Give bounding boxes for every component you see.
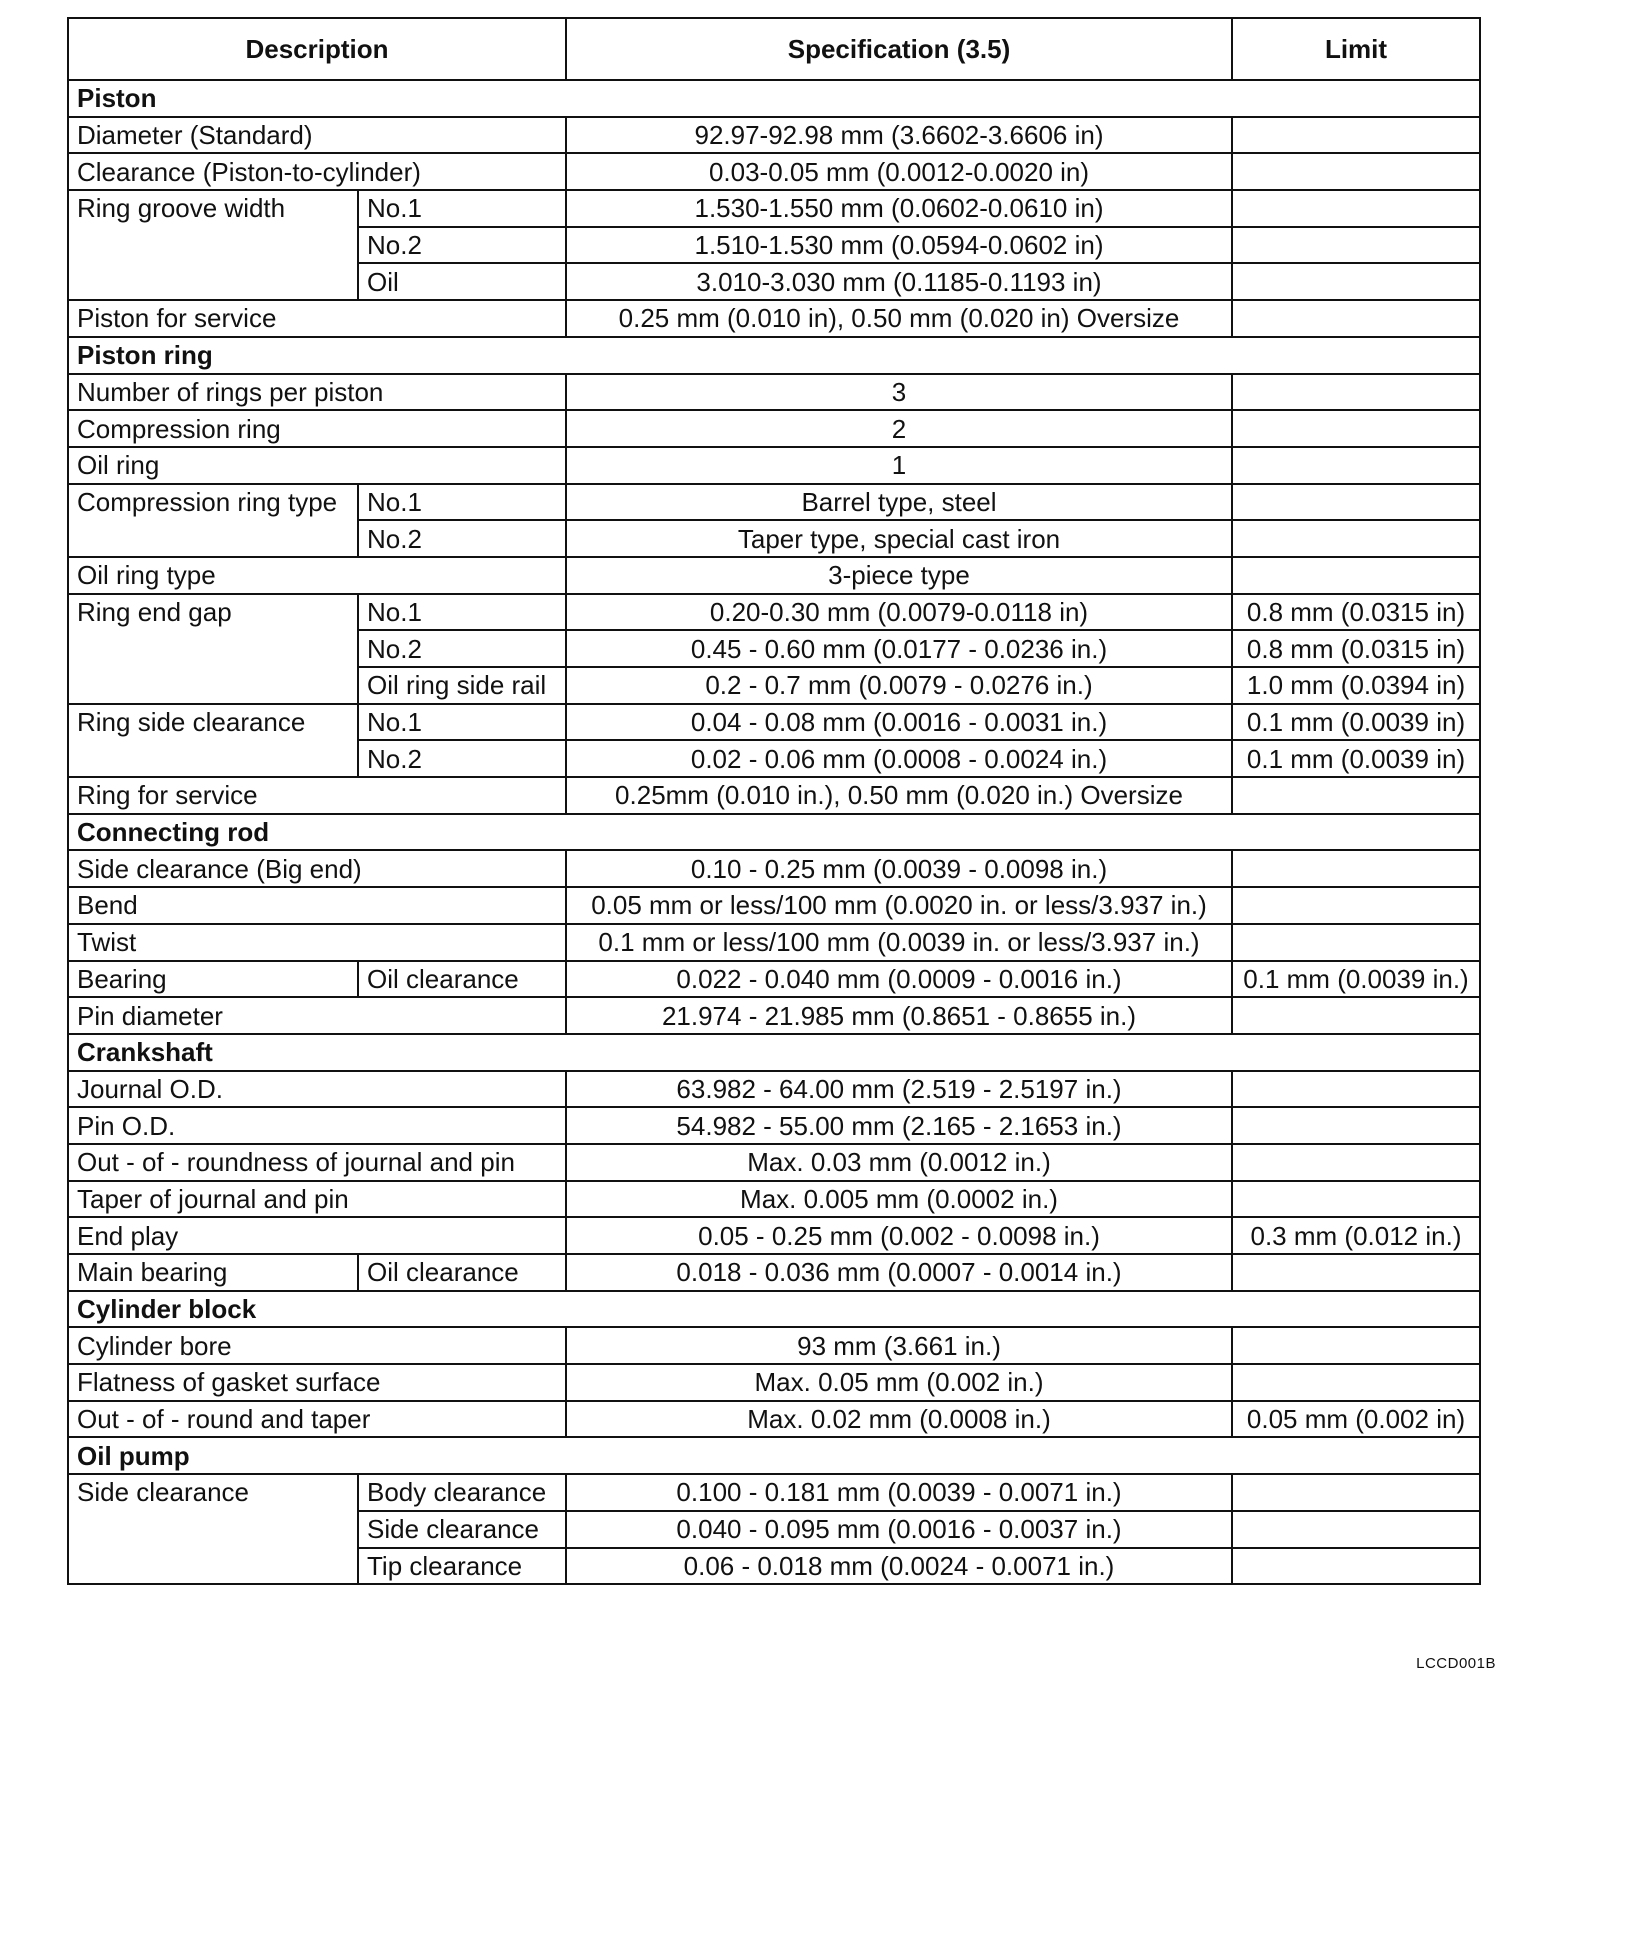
table-row <box>68 410 1480 447</box>
row-spec: 0.040 - 0.095 mm (0.0016 - 0.0037 in.) <box>566 1511 1232 1548</box>
row-label: Ring side clearance <box>68 704 358 777</box>
row-limit <box>1232 410 1480 447</box>
section-row <box>68 1437 1480 1474</box>
row-label: Ring end gap <box>68 594 358 704</box>
row-spec: Barrel type, steel <box>566 484 1232 521</box>
row-sublabel: No.2 <box>358 227 566 264</box>
table-row <box>68 1254 1480 1291</box>
row-spec: 0.02 - 0.06 mm (0.0008 - 0.0024 in.) <box>566 740 1232 777</box>
row-limit <box>1232 1144 1480 1181</box>
section-connecting-rod: Connecting rod <box>68 814 1480 851</box>
row-spec: 0.05 mm or less/100 mm (0.0020 in. or less/3.937 in.) <box>566 887 1232 924</box>
row-sublabel: Oil ring side rail <box>358 667 566 704</box>
row-sublabel: No.1 <box>358 190 566 227</box>
row-sublabel: Tip clearance <box>358 1548 566 1585</box>
table-row <box>68 1071 1480 1108</box>
row-spec: 0.2 - 0.7 mm (0.0079 - 0.0276 in.) <box>566 667 1232 704</box>
row-label: Number of rings per piston <box>68 374 566 411</box>
row-label: Flatness of gasket surface <box>68 1364 566 1401</box>
section-cylinder-block: Cylinder block <box>68 1291 1480 1328</box>
row-sublabel: No.1 <box>358 484 566 521</box>
row-label: Compression ring type <box>68 484 358 557</box>
row-spec: 3 <box>566 374 1232 411</box>
table-row <box>68 117 1480 154</box>
table-row <box>68 924 1480 961</box>
row-label: Piston for service <box>68 300 566 337</box>
table-row <box>68 1327 1480 1364</box>
row-sublabel: Oil <box>358 263 566 300</box>
section-oil-pump: Oil pump <box>68 1437 1480 1474</box>
row-label: Compression ring <box>68 410 566 447</box>
row-spec: 2 <box>566 410 1232 447</box>
table-row <box>68 850 1480 887</box>
table-row <box>68 1217 1480 1254</box>
row-label: Side clearance (Big end) <box>68 850 566 887</box>
section-row <box>68 1291 1480 1328</box>
row-spec: Taper type, special cast iron <box>566 520 1232 557</box>
row-spec: 92.97-92.98 mm (3.6602-3.6606 in) <box>566 117 1232 154</box>
section-row <box>68 337 1480 374</box>
row-limit <box>1232 484 1480 521</box>
row-label: Clearance (Piston-to-cylinder) <box>68 153 566 190</box>
row-spec: 0.018 - 0.036 mm (0.0007 - 0.0014 in.) <box>566 1254 1232 1291</box>
table-row <box>68 374 1480 411</box>
row-spec: 0.1 mm or less/100 mm (0.0039 in. or less/3.937 in.) <box>566 924 1232 961</box>
row-label: Cylinder bore <box>68 1327 566 1364</box>
table-row <box>68 887 1480 924</box>
table-row <box>68 1364 1480 1401</box>
row-label: Twist <box>68 924 566 961</box>
section-row <box>68 814 1480 851</box>
table-row <box>68 1401 1480 1438</box>
table-row <box>68 997 1480 1034</box>
section-piston-ring: Piston ring <box>68 337 1480 374</box>
row-limit <box>1232 300 1480 337</box>
specification-table <box>67 17 1481 1585</box>
row-label: Oil ring <box>68 447 566 484</box>
table-row <box>68 300 1480 337</box>
row-limit: 1.0 mm (0.0394 in) <box>1232 667 1480 704</box>
figure-code: LCCD001B <box>1416 1655 1496 1672</box>
row-limit <box>1232 997 1480 1034</box>
row-limit <box>1232 887 1480 924</box>
row-label: Side clearance <box>68 1474 358 1584</box>
row-limit: 0.3 mm (0.012 in.) <box>1232 1217 1480 1254</box>
row-limit <box>1232 924 1480 961</box>
row-spec: Max. 0.02 mm (0.0008 in.) <box>566 1401 1232 1438</box>
row-spec: 3.010-3.030 mm (0.1185-0.1193 in) <box>566 263 1232 300</box>
row-label: Pin O.D. <box>68 1107 566 1144</box>
table-row <box>68 447 1480 484</box>
row-label: Bend <box>68 887 566 924</box>
header-limit: Limit <box>1232 18 1480 80</box>
table-row <box>68 777 1480 814</box>
table-row <box>68 961 1480 998</box>
row-sublabel: No.1 <box>358 594 566 631</box>
row-label: Ring for service <box>68 777 566 814</box>
row-spec: 0.04 - 0.08 mm (0.0016 - 0.0031 in.) <box>566 704 1232 741</box>
table-row <box>68 1107 1480 1144</box>
row-label: Main bearing <box>68 1254 358 1291</box>
row-spec: 21.974 - 21.985 mm (0.8651 - 0.8655 in.) <box>566 997 1232 1034</box>
row-spec: 0.25mm (0.010 in.), 0.50 mm (0.020 in.) Oversize <box>566 777 1232 814</box>
row-spec: 63.982 - 64.00 mm (2.519 - 2.5197 in.) <box>566 1071 1232 1108</box>
row-spec: Max. 0.005 mm (0.0002 in.) <box>566 1181 1232 1218</box>
row-limit <box>1232 447 1480 484</box>
row-limit <box>1232 227 1480 264</box>
row-spec: 0.022 - 0.040 mm (0.0009 - 0.0016 in.) <box>566 961 1232 998</box>
row-spec: Max. 0.03 mm (0.0012 in.) <box>566 1144 1232 1181</box>
row-sublabel: Oil clearance <box>358 961 566 998</box>
row-label: Diameter (Standard) <box>68 117 566 154</box>
row-spec: 1 <box>566 447 1232 484</box>
row-label: Taper of journal and pin <box>68 1181 566 1218</box>
row-label: Bearing <box>68 961 358 998</box>
row-limit <box>1232 1327 1480 1364</box>
row-limit: 0.8 mm (0.0315 in) <box>1232 630 1480 667</box>
section-row <box>68 1034 1480 1071</box>
row-limit <box>1232 1511 1480 1548</box>
row-limit <box>1232 1474 1480 1511</box>
row-spec: 0.10 - 0.25 mm (0.0039 - 0.0098 in.) <box>566 850 1232 887</box>
row-sublabel: Side clearance <box>358 1511 566 1548</box>
section-piston: Piston <box>68 80 1480 117</box>
table-row <box>68 153 1480 190</box>
row-limit <box>1232 520 1480 557</box>
section-crankshaft: Crankshaft <box>68 1034 1480 1071</box>
header-description: Description <box>68 18 566 80</box>
row-limit <box>1232 1364 1480 1401</box>
row-limit <box>1232 1071 1480 1108</box>
row-limit <box>1232 1548 1480 1585</box>
row-limit: 0.05 mm (0.002 in) <box>1232 1401 1480 1438</box>
row-limit <box>1232 1254 1480 1291</box>
row-sublabel: Body clearance <box>358 1474 566 1511</box>
row-spec: Max. 0.05 mm (0.002 in.) <box>566 1364 1232 1401</box>
table-row <box>68 190 1480 227</box>
row-label: Ring groove width <box>68 190 358 300</box>
row-spec: 0.03-0.05 mm (0.0012-0.0020 in) <box>566 153 1232 190</box>
table-row <box>68 484 1480 521</box>
row-spec: 0.05 - 0.25 mm (0.002 - 0.0098 in.) <box>566 1217 1232 1254</box>
row-spec: 1.530-1.550 mm (0.0602-0.0610 in) <box>566 190 1232 227</box>
table-row <box>68 1474 1480 1511</box>
row-limit <box>1232 117 1480 154</box>
row-label: End play <box>68 1217 566 1254</box>
table-row <box>68 594 1480 631</box>
table-row <box>68 1181 1480 1218</box>
row-limit: 0.1 mm (0.0039 in) <box>1232 740 1480 777</box>
row-limit: 0.1 mm (0.0039 in) <box>1232 704 1480 741</box>
row-spec: 0.06 - 0.018 mm (0.0024 - 0.0071 in.) <box>566 1548 1232 1585</box>
row-spec: 3-piece type <box>566 557 1232 594</box>
row-label: Out - of - roundness of journal and pin <box>68 1144 566 1181</box>
row-spec: 54.982 - 55.00 mm (2.165 - 2.1653 in.) <box>566 1107 1232 1144</box>
row-spec: 93 mm (3.661 in.) <box>566 1327 1232 1364</box>
row-limit <box>1232 777 1480 814</box>
row-spec: 0.45 - 0.60 mm (0.0177 - 0.0236 in.) <box>566 630 1232 667</box>
row-label: Pin diameter <box>68 997 566 1034</box>
row-sublabel: Oil clearance <box>358 1254 566 1291</box>
row-sublabel: No.2 <box>358 740 566 777</box>
section-row <box>68 80 1480 117</box>
row-sublabel: No.2 <box>358 520 566 557</box>
row-sublabel: No.2 <box>358 630 566 667</box>
row-spec: 1.510-1.530 mm (0.0594-0.0602 in) <box>566 227 1232 264</box>
table-row <box>68 557 1480 594</box>
row-sublabel: No.1 <box>358 704 566 741</box>
row-limit <box>1232 374 1480 411</box>
row-limit <box>1232 263 1480 300</box>
header-row <box>68 18 1480 80</box>
row-limit <box>1232 1107 1480 1144</box>
row-label: Out - of - round and taper <box>68 1401 566 1438</box>
row-spec: 0.20-0.30 mm (0.0079-0.0118 in) <box>566 594 1232 631</box>
row-spec: 0.100 - 0.181 mm (0.0039 - 0.0071 in.) <box>566 1474 1232 1511</box>
table-row <box>68 1144 1480 1181</box>
row-spec: 0.25 mm (0.010 in), 0.50 mm (0.020 in) Oversize <box>566 300 1232 337</box>
header-specification: Specification (3.5) <box>566 18 1232 80</box>
row-limit <box>1232 557 1480 594</box>
row-limit <box>1232 850 1480 887</box>
row-limit <box>1232 153 1480 190</box>
table-row <box>68 704 1480 741</box>
row-limit <box>1232 190 1480 227</box>
row-label: Journal O.D. <box>68 1071 566 1108</box>
row-limit: 0.1 mm (0.0039 in.) <box>1232 961 1480 998</box>
row-label: Oil ring type <box>68 557 566 594</box>
row-limit: 0.8 mm (0.0315 in) <box>1232 594 1480 631</box>
row-limit <box>1232 1181 1480 1218</box>
